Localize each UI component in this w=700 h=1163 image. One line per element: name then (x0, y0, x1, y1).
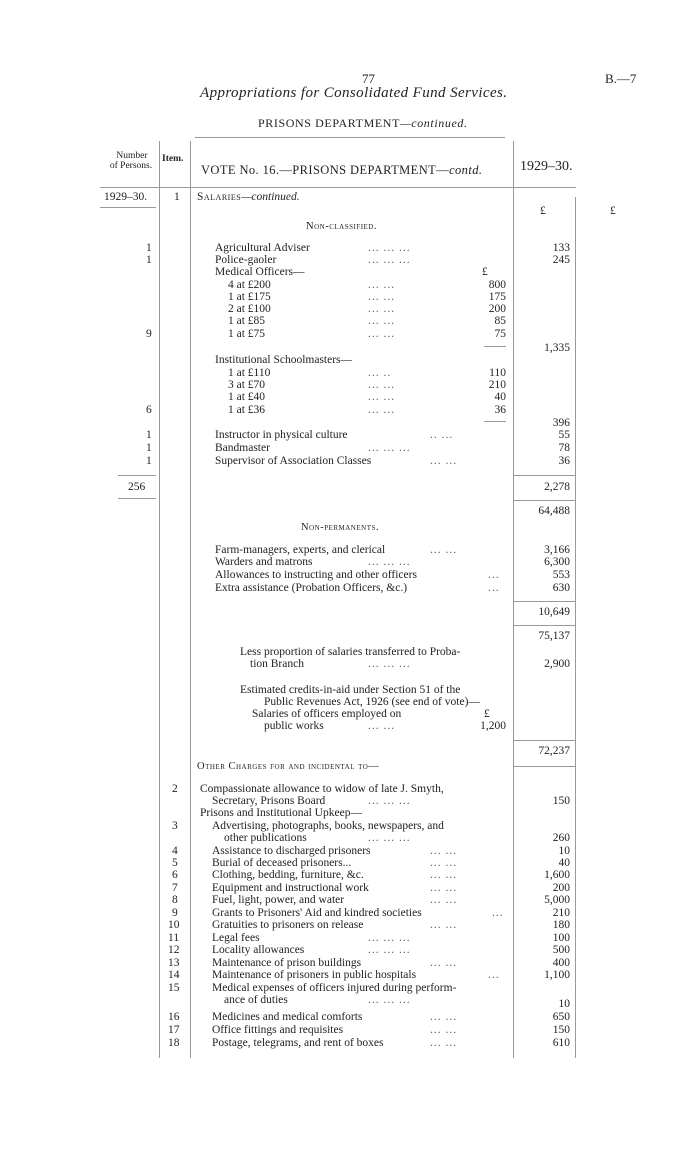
item-number: 13 (168, 957, 180, 969)
grade-amount: 75 (494, 328, 506, 340)
estimated-credits-line2: Public Revenues Act, 1926 (see end of vote)— (264, 696, 480, 708)
leader-dots: ... .. (368, 367, 392, 379)
pound-sign-2: £ (610, 205, 616, 217)
leader-dots: ... ... (368, 315, 396, 327)
leader-dots: ... ... ... (368, 556, 411, 568)
leader-dots: ... ... (430, 845, 458, 857)
line-item-amount: 650 (552, 1011, 570, 1023)
grade-label: 1 at £36 (228, 404, 266, 416)
leader-dots: ... (492, 907, 504, 919)
person-count: 9 (146, 328, 152, 340)
schoolmasters-heading: Institutional Schoolmasters— (215, 354, 353, 366)
page-title: Appropriations for Consolidated Fund Services. (200, 85, 508, 101)
inner-pound-sign: £ (482, 266, 488, 278)
amount-rule (513, 500, 575, 501)
less-proportion-line1: Less proportion of salaries transferred to Proba- (240, 646, 461, 658)
item-number: 1 (174, 191, 180, 203)
line-item-label: Maintenance of prison buildings (212, 957, 362, 969)
line-item-label: Office fittings and requisites (212, 1024, 344, 1036)
amount-column-rule-left (513, 141, 514, 1058)
leader-dots: ... ... (368, 391, 396, 403)
person-count: 1 (146, 429, 152, 441)
line-item-label: Advertising, photographs, books, newspapers, and (212, 820, 444, 832)
item-number: 12 (168, 944, 180, 956)
total-persons: 256 (128, 481, 146, 493)
salaries-label: Salaries (197, 191, 242, 203)
upkeep-heading: Prisons and Institutional Upkeep— (200, 807, 362, 819)
item-number: 5 (172, 857, 178, 869)
line-item-amount: 1,100 (544, 969, 570, 981)
grade-amount: 200 (488, 303, 506, 315)
line-item-amount: 3,166 (544, 544, 570, 556)
medical-total: 1,335 (544, 342, 570, 354)
subtotal-rule (484, 346, 506, 347)
item-number: 4 (172, 845, 178, 857)
line-item-label: Warders and matrons (215, 556, 313, 568)
other-charges-heading: Other Charges for and incidental to— (197, 761, 380, 772)
line-item-amount: 260 (552, 832, 570, 844)
line-item-amount: 100 (552, 932, 570, 944)
person-count: 1 (146, 442, 152, 454)
line-item-amount: 200 (552, 882, 570, 894)
leader-dots: ... ... ... (368, 658, 411, 670)
amount-rule (513, 601, 575, 602)
grade-label: 1 at £75 (228, 328, 266, 340)
non-permanents-heading: Non-permanents. (301, 522, 379, 533)
amount-rule (513, 625, 575, 626)
item-number: 8 (172, 894, 178, 906)
amount-column-rule-right (575, 197, 576, 1058)
line-item-label-cont: other publications (224, 832, 307, 844)
line-item-label: Agricultural Adviser (215, 242, 310, 254)
leader-dots: ... ... ... (368, 242, 411, 254)
line-item-label: Locality allowances (212, 944, 305, 956)
leader-dots: ... (488, 569, 500, 581)
non-classified-heading: Non-classified. (306, 221, 377, 232)
line-item-label: Fuel, light, power, and water (212, 894, 345, 906)
vote-title-suffix: contd. (449, 163, 483, 177)
line-item-label: Grants to Prisoners' Aid and kindred societies (212, 907, 422, 919)
item-number: 11 (168, 932, 180, 944)
less-proportion-line2: tion Branch (250, 658, 304, 670)
leader-dots: ... ... (430, 1011, 458, 1023)
vote-title (201, 164, 482, 177)
persons-total-rule-top (118, 475, 156, 476)
estimated-credits-amount: 1,200 (480, 720, 506, 732)
leader-dots: ... ... (430, 919, 458, 931)
leader-dots: ... ... (430, 894, 458, 906)
estimated-credits-line3: Salaries of officers employed on (252, 708, 402, 720)
grade-amount: 110 (489, 367, 506, 379)
line-item-amount: 78 (558, 442, 570, 454)
leader-dots: ... ... ... (368, 932, 411, 944)
leader-dots: ... ... ... (368, 795, 411, 807)
grade-label: 2 at £100 (228, 303, 271, 315)
line-item-label: Allowances to instructing and other officers (215, 569, 417, 581)
line-item-amount: 55 (558, 429, 570, 441)
line-item-amount: 150 (552, 795, 570, 807)
item-number: 10 (168, 919, 180, 931)
grand-total: 75,137 (538, 630, 570, 642)
grade-amount: 210 (488, 379, 506, 391)
item-number: 18 (168, 1037, 180, 1049)
pound-sign-1: £ (540, 205, 546, 217)
item-number: 7 (172, 882, 178, 894)
line-item-label: Maintenance of prisoners in public hospitals (212, 969, 417, 981)
leader-dots: ... (488, 969, 500, 981)
line-item-label: Gratuities to prisoners on release (212, 919, 364, 931)
department-name: PRISONS DEPARTMENT (258, 116, 400, 130)
line-item-amount: 553 (552, 569, 570, 581)
item-number: 3 (172, 820, 178, 832)
leader-dots: ... ... ... (368, 254, 411, 266)
grade-label: 1 at £40 (228, 391, 266, 403)
line-item-amount: 500 (552, 944, 570, 956)
grade-amount: 175 (488, 291, 506, 303)
department-heading (258, 117, 468, 129)
schoolmasters-total: 396 (552, 417, 570, 429)
person-count: 6 (146, 404, 152, 416)
leader-dots: ... ... (430, 857, 458, 869)
item-number: 17 (168, 1024, 180, 1036)
grade-label: 3 at £70 (228, 379, 266, 391)
line-item-label: Police-gaoler (215, 254, 277, 266)
persons-col-header-2: of Persons. (109, 161, 153, 171)
leader-dots: ... ... (430, 1024, 458, 1036)
subtotal-rule (484, 421, 506, 422)
line-item-amount: 610 (552, 1037, 570, 1049)
leader-dots: ... ... ... (368, 994, 411, 1006)
leader-dots: ... ... (368, 303, 396, 315)
non-classified-subtotal: 2,278 (544, 481, 570, 493)
item-column-rule (190, 141, 191, 1058)
leader-dots: ... ... (368, 328, 396, 340)
vote-title-text: VOTE No. 16.—PRISONS DEPARTMENT— (201, 163, 450, 177)
line-item-amount: 210 (552, 907, 570, 919)
item-col-header: Item. (162, 154, 184, 164)
grade-label: 1 at £85 (228, 315, 266, 327)
leader-dots: ... ... ... (368, 832, 411, 844)
non-permanents-subtotal: 10,649 (538, 606, 570, 618)
leader-dots: ... ... (430, 957, 458, 969)
leader-dots: ... ... (368, 720, 396, 732)
line-item-amount: 10 (558, 998, 570, 1010)
person-count: 1 (146, 455, 152, 467)
line-item-label: Supervisor of Association Classes (215, 455, 372, 467)
line-item-label: Medical expenses of officers injured during perform- (212, 982, 457, 994)
page-number: 77 (362, 71, 375, 86)
grade-amount: 800 (488, 279, 506, 291)
amount-rule (513, 475, 575, 476)
leader-dots: ... ... (430, 882, 458, 894)
line-item-amount: 400 (552, 957, 570, 969)
line-item-label: Bandmaster (215, 442, 270, 454)
department-suffix: —continued. (400, 116, 468, 130)
line-item-label: Instructor in physical culture (215, 429, 348, 441)
line-item-label-cont: Secretary, Prisons Board (212, 795, 326, 807)
leader-dots: ... ... (430, 869, 458, 881)
person-count: 1 (146, 254, 152, 266)
medical-officers-heading: Medical Officers— (215, 266, 305, 278)
line-item-amount: 36 (558, 455, 570, 467)
leader-dots: ... ... (368, 291, 396, 303)
line-item-amount: 6,300 (544, 556, 570, 568)
page-code: B.—7 (605, 71, 637, 86)
header-top-rule (195, 137, 505, 138)
line-item-amount: 180 (552, 919, 570, 931)
persons-col-header-1: Number (116, 151, 148, 161)
line-item-amount: 133 (552, 242, 570, 254)
grade-label: 4 at £200 (228, 279, 271, 291)
line-item-label: Equipment and instructional work (212, 882, 369, 894)
item-number: 9 (172, 907, 178, 919)
leader-dots: ... ... (368, 404, 396, 416)
leader-dots: ... ... (368, 279, 396, 291)
leader-dots: ... ... (430, 455, 458, 467)
item-number: 14 (168, 969, 180, 981)
item-number: 16 (168, 1011, 180, 1023)
line-item-amount: 630 (552, 582, 570, 594)
line-item-label: Farm-managers, experts, and clerical (215, 544, 386, 556)
line-item-amount: 5,000 (544, 894, 570, 906)
leader-dots: ... (488, 582, 500, 594)
less-proportion-amount: 2,900 (544, 658, 570, 670)
grade-amount: 36 (494, 404, 506, 416)
leader-dots: ... ... ... (368, 944, 411, 956)
line-item-amount: 10 (558, 845, 570, 857)
persons-total-rule-bottom (118, 498, 156, 499)
grade-label: 1 at £175 (228, 291, 271, 303)
line-item-label: Compassionate allowance to widow of late J. Smyth, (200, 783, 444, 795)
leader-dots: .. ... (430, 429, 454, 441)
estimated-credits-line4: public works (264, 720, 324, 732)
grade-amount: 40 (494, 391, 506, 403)
amount-rule (513, 740, 575, 741)
line-item-amount: 245 (552, 254, 570, 266)
header-bottom-rule (100, 187, 576, 188)
line-item-label: Medicines and medical comforts (212, 1011, 363, 1023)
item-number: 15 (168, 982, 180, 994)
line-item-label: Burial of deceased prisoners... (212, 857, 352, 869)
leader-dots: ... ... ... (368, 442, 411, 454)
persons-year-rule (100, 207, 156, 208)
item-number: 2 (172, 783, 178, 795)
grade-label: 1 at £110 (228, 367, 271, 379)
line-item-amount: 40 (558, 857, 570, 869)
salaries-total: 64,488 (538, 505, 570, 517)
item-number: 6 (172, 869, 178, 881)
grade-amount: 85 (494, 315, 506, 327)
persons-year: 1929–30. (104, 191, 148, 203)
line-item-label: Legal fees (212, 932, 260, 944)
estimated-credits-line1: Estimated credits-in-aid under Section 51 of the (240, 684, 461, 696)
persons-column-rule (159, 141, 160, 1058)
person-count: 1 (146, 242, 152, 254)
line-item-label-cont: ance of duties (224, 994, 288, 1006)
line-item-amount: 1,600 (544, 869, 570, 881)
leader-dots: ... ... (368, 379, 396, 391)
net-salaries-total: 72,237 (538, 745, 570, 757)
year-col-header: 1929–30. (520, 159, 573, 174)
leader-dots: ... ... (430, 544, 458, 556)
line-item-label: Assistance to discharged prisoners (212, 845, 371, 857)
leader-dots: ... ... (430, 1037, 458, 1049)
salaries-suffix: —continued. (241, 191, 300, 203)
line-item-label: Clothing, bedding, furniture, &c. (212, 869, 364, 881)
line-item-amount: 150 (552, 1024, 570, 1036)
inner-pound-sign: £ (484, 708, 490, 720)
line-item-label: Extra assistance (Probation Officers, &c.) (215, 582, 408, 594)
amount-rule (513, 766, 575, 767)
line-item-label: Postage, telegrams, and rent of boxes (212, 1037, 384, 1049)
salaries-heading (197, 192, 300, 204)
